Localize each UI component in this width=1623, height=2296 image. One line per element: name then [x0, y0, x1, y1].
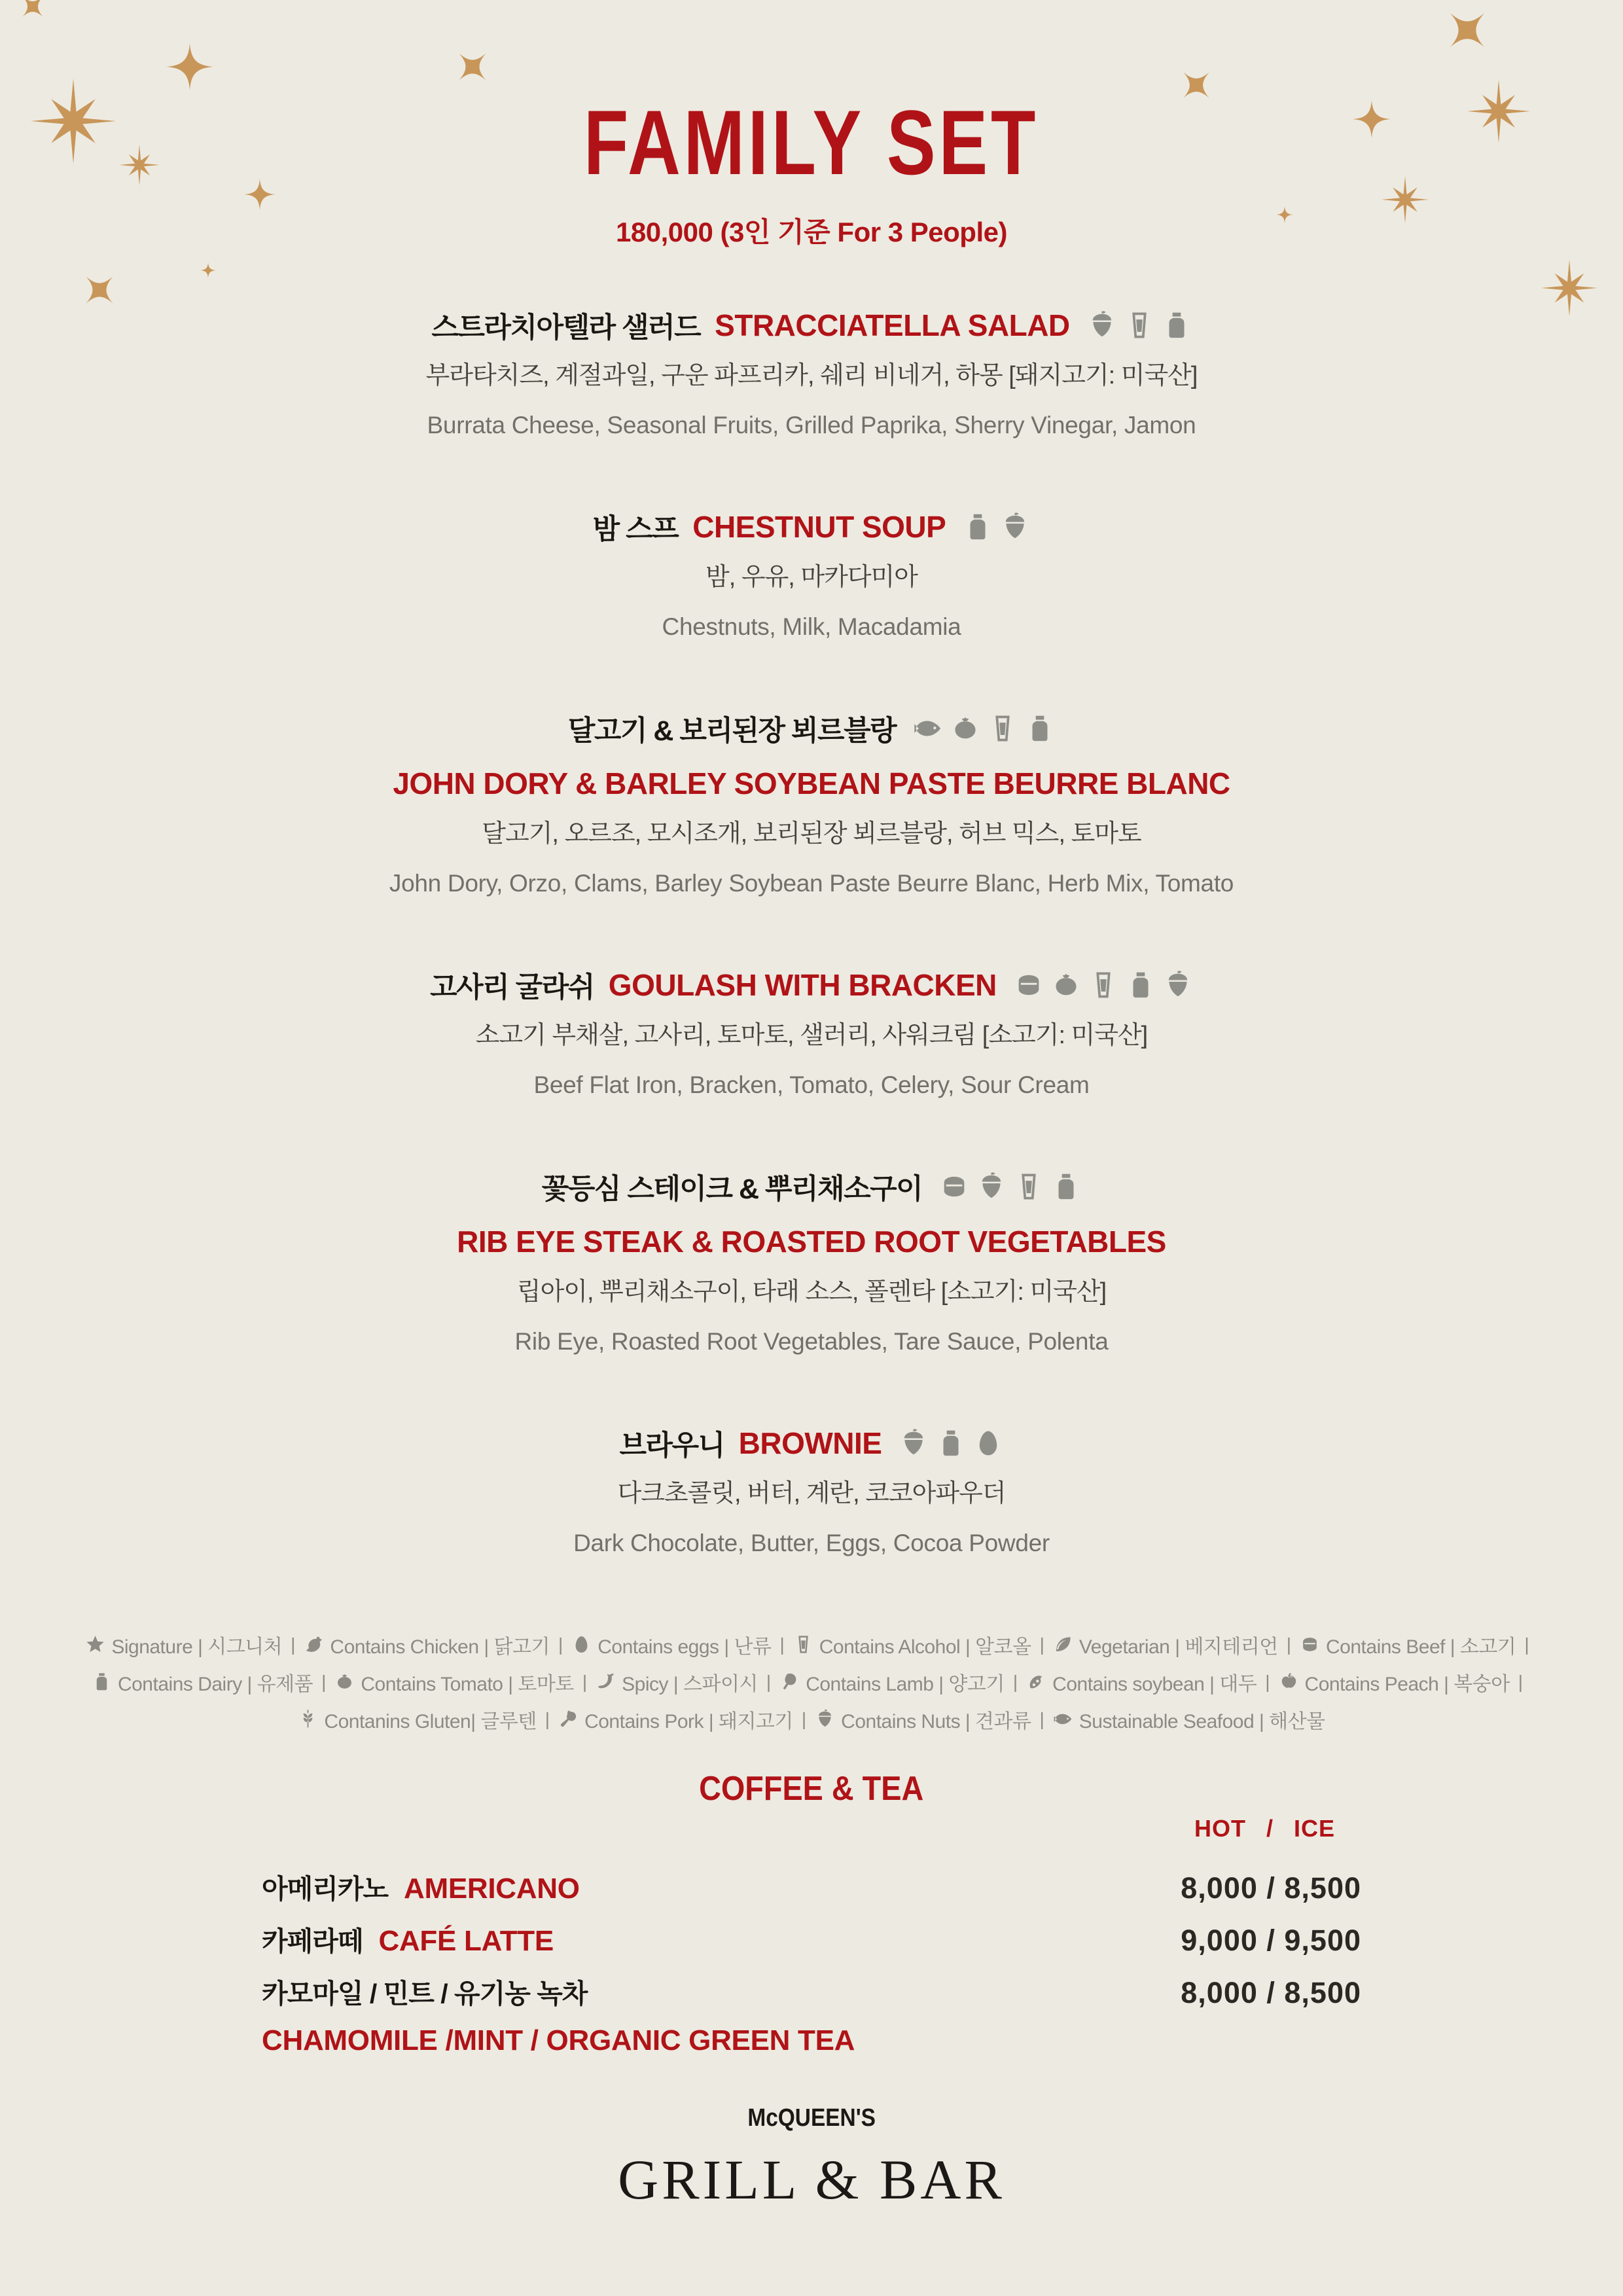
- menu-item: [0, 709, 1623, 898]
- legend-separator: |: [1518, 1671, 1524, 1692]
- item-desc-kr: 밤, 우유, 마카다미아: [705, 564, 918, 591]
- beef-icon: [939, 1172, 969, 1202]
- coffee-item-name: [262, 1867, 580, 1906]
- gluten-icon: [298, 1709, 318, 1729]
- legend-entry: [815, 1705, 1031, 1734]
- vegetarian-icon: [1053, 1634, 1073, 1655]
- item-title-line: [0, 709, 1623, 747]
- page-title-text: FAMILY SET: [584, 91, 1039, 194]
- coffee-row: [262, 2024, 1361, 2056]
- coffee-tea-title: [0, 1772, 1623, 1806]
- item-desc-en: Burrata Cheese, Seasonal Fruits, Grilled Paprika, Sherry Vinegar, Jamon: [427, 412, 1196, 439]
- menu-item: [0, 1424, 1623, 1558]
- menu-item-list: [0, 306, 1623, 1558]
- alcohol-icon: [1014, 1172, 1044, 1202]
- nuts-icon: [815, 1709, 835, 1729]
- item-title-line: [0, 1424, 1623, 1462]
- coffee-price: 8,000 / 8,500: [1181, 1871, 1361, 1905]
- eggs-icon: [571, 1634, 592, 1655]
- nuts-icon: [1163, 970, 1193, 1000]
- item-allergen-icons: [939, 1172, 1081, 1202]
- coffee-item-kr: 카모마일 / 민트 / 유기농 녹차: [262, 1979, 588, 2009]
- coffee-tea-section: [0, 1772, 1623, 2056]
- alcohol-icon: [988, 713, 1018, 744]
- legend-label: Contains Lamb | 양고기: [806, 1673, 1005, 1695]
- legend-separator: |: [801, 1708, 807, 1729]
- item-name-en: CHESTNUT SOUP: [692, 510, 946, 544]
- legend-separator: |: [766, 1671, 772, 1692]
- seafood-icon: [1053, 1709, 1073, 1729]
- legend-entry: [1300, 1630, 1516, 1659]
- legend-separator: |: [1265, 1671, 1270, 1692]
- sparkle-icon: [200, 262, 216, 278]
- item-name-en: BROWNIE: [738, 1426, 882, 1460]
- brand-logotype: GRILL & BAR: [618, 2148, 1005, 2211]
- legend-label: Vegetarian | 베지테리언: [1079, 1636, 1278, 1658]
- beef-icon: [1014, 970, 1044, 1000]
- coffee-item-name: [262, 2024, 855, 2057]
- legend-label: Contains Alcohol | 알코올: [819, 1636, 1031, 1658]
- dairy-icon: [963, 512, 993, 542]
- menu-item: [0, 508, 1623, 641]
- item-name-en: GOULASH WITH BRACKEN: [608, 968, 997, 1002]
- sparkle-icon: [1276, 206, 1293, 223]
- item-title-line: [0, 306, 1623, 344]
- item-allergen-icons: [963, 512, 1030, 542]
- item-name-kr: 꽃등심 스테이크 & 뿌리채소구이: [541, 1173, 923, 1205]
- item-allergen-icons: [1087, 310, 1192, 340]
- sparkle-icon: [244, 179, 276, 210]
- legend-label: Contains soybean | 대두: [1052, 1673, 1257, 1695]
- hot-ice-header: HOT / ICE: [1194, 1815, 1335, 1842]
- coffee-item-name: [262, 1920, 554, 1958]
- coffee-row: [262, 1867, 1361, 1905]
- legend-separator: |: [582, 1671, 588, 1692]
- tomato-icon: [334, 1672, 355, 1692]
- item-name-kr: 달고기 & 보리된장 뵈르블랑: [567, 715, 897, 747]
- nuts-icon: [1087, 310, 1117, 340]
- dairy-icon: [1025, 713, 1055, 744]
- coffee-item-kr: 카페라떼: [262, 1926, 363, 1956]
- sparkle-icon: [1353, 100, 1391, 138]
- legend-label: Contains Tomato | 토마토: [361, 1673, 574, 1695]
- legend-separator: |: [558, 1634, 563, 1655]
- nuts-icon: [1000, 512, 1030, 542]
- eggs-icon: [973, 1428, 1003, 1458]
- legend-entry: [92, 1668, 313, 1696]
- legend-entry: [596, 1668, 758, 1696]
- spicy-icon: [596, 1672, 616, 1692]
- coffee-price: 9,000 / 9,500: [1181, 1924, 1361, 1957]
- dairy-icon: [92, 1672, 112, 1692]
- item-desc-kr: 부라타치즈, 계절과일, 구운 파프리카, 쉐리 비네거, 하몽 [돼지고기: 미국산]: [425, 362, 1198, 389]
- legend-entry: [793, 1630, 1031, 1659]
- legend-entry: [1279, 1668, 1510, 1696]
- item-allergen-icons: [899, 1428, 1003, 1458]
- legend-separator: |: [544, 1708, 550, 1729]
- legend-entry: [1053, 1630, 1278, 1659]
- coffee-tea-title-text: COFFEE & TEA: [699, 1770, 924, 1808]
- dairy-icon: [1051, 1172, 1081, 1202]
- dairy-icon: [1126, 970, 1156, 1000]
- item-title-line: [0, 508, 1623, 546]
- brand-name: [0, 2104, 1623, 2132]
- item-name-kr: 스트라치아텔라 샐러드: [431, 312, 701, 344]
- chicken-icon: [304, 1634, 324, 1655]
- item-desc-en: Beef Flat Iron, Bracken, Tomato, Celery, Sour Cream: [533, 1071, 1090, 1098]
- coffee-item-en: AMERICANO: [404, 1873, 580, 1905]
- legend-row: [0, 1663, 1623, 1700]
- item-desc-en: John Dory, Orzo, Clams, Barley Soybean Paste Beurre Blanc, Herb Mix, Tomato: [389, 870, 1234, 897]
- legend-label: Contains Dairy | 유제품: [117, 1673, 313, 1695]
- brand-name-text: McQUEEN'S: [747, 2104, 876, 2132]
- item-desc-kr: 다크초콜릿, 버터, 계란, 코코아파우더: [617, 1480, 1006, 1507]
- signature-icon: [85, 1634, 105, 1655]
- coffee-item-name: [262, 1972, 587, 2011]
- sparkle-icon: [1541, 260, 1597, 316]
- legend-row: [0, 1626, 1623, 1663]
- item-title-line: [0, 1168, 1623, 1206]
- legend-entry: [304, 1630, 550, 1659]
- item-allergen-icons: [913, 713, 1055, 744]
- legend-entry: [779, 1668, 1005, 1696]
- sparkle-icon: [1467, 80, 1530, 143]
- legend-separator: |: [1524, 1634, 1529, 1655]
- legend-entry: [298, 1705, 536, 1734]
- alcohol-icon: [1088, 970, 1118, 1000]
- legend-label: Contains Chicken | 닭고기: [330, 1636, 550, 1658]
- item-name-en: JOHN DORY & BARLEY SOYBEAN PASTE BEURRE BLANC: [393, 766, 1230, 800]
- sparkle-icon: [1382, 176, 1429, 223]
- sparkle-icon: [31, 79, 116, 164]
- item-name-kr: 브라우니: [619, 1429, 724, 1462]
- pork-icon: [558, 1709, 579, 1729]
- item-title-line-2: [0, 764, 1623, 802]
- legend-label: Contains Beef | 소고기: [1326, 1636, 1516, 1658]
- legend-entry: [334, 1668, 573, 1696]
- item-name-en: RIB EYE STEAK & ROASTED ROOT VEGETABLES: [457, 1225, 1166, 1259]
- coffee-item-en: CHAMOMILE /MINT / ORGANIC GREEN TEA: [262, 2024, 855, 2056]
- dairy-icon: [936, 1428, 966, 1458]
- legend-entry: [558, 1705, 793, 1734]
- legend-label: Contains eggs | 난류: [597, 1636, 772, 1658]
- legend-label: Contains Peach | 복숭아: [1304, 1673, 1510, 1695]
- legend-separator: |: [1039, 1634, 1044, 1655]
- item-name-kr: 밤 스프: [592, 513, 679, 545]
- nuts-icon: [976, 1172, 1007, 1202]
- item-desc-kr: 달고기, 오르조, 모시조개, 보리된장 뵈르블랑, 허브 믹스, 토마토: [482, 820, 1141, 848]
- coffee-item-en: CAFÉ LATTE: [378, 1925, 554, 1957]
- legend-separator: |: [1012, 1671, 1018, 1692]
- coffee-row: [262, 1972, 1361, 2009]
- legend-separator: |: [291, 1634, 296, 1655]
- seafood-icon: [913, 713, 943, 744]
- legend-entry: [1053, 1705, 1325, 1734]
- beef-icon: [1300, 1634, 1320, 1655]
- legend-entry: [1026, 1668, 1257, 1696]
- coffee-table: [262, 1815, 1361, 2056]
- item-desc-kr: 소고기 부채살, 고사리, 토마토, 샐러리, 사워크림 [소고기: 미국산]: [475, 1022, 1148, 1049]
- legend-separator: |: [1039, 1708, 1044, 1729]
- legend-separator: |: [321, 1671, 327, 1692]
- coffee-row: [262, 1920, 1361, 1957]
- menu-item: [0, 1168, 1623, 1356]
- legend-label: Contains Pork | 돼지고기: [584, 1710, 793, 1732]
- nuts-icon: [899, 1428, 929, 1458]
- menu-item: [0, 966, 1623, 1100]
- item-desc-en: Dark Chocolate, Butter, Eggs, Cocoa Powder: [573, 1530, 1050, 1556]
- legend-label: Contanins Gluten| 글루텐: [324, 1710, 537, 1732]
- legend-separator: |: [1286, 1634, 1292, 1655]
- legend-entry: [85, 1630, 282, 1659]
- lamb-icon: [779, 1672, 800, 1692]
- set-price: 180,000 (3인 기준 For 3 People): [616, 217, 1007, 247]
- dairy-icon: [1162, 310, 1192, 340]
- peach-icon: [1279, 1672, 1299, 1692]
- sparkle-icon: [119, 145, 160, 185]
- item-title-line-2: [0, 1223, 1623, 1261]
- item-desc-en: Rib Eye, Roasted Root Vegetables, Tare Sauce, Polenta: [514, 1328, 1109, 1355]
- legend-label: Spicy | 스파이시: [622, 1673, 758, 1695]
- menu-item: [0, 306, 1623, 440]
- item-name-en: STRACCIATELLA SALAD: [715, 308, 1070, 342]
- allergen-legend: [0, 1626, 1623, 1738]
- legend-row: [0, 1700, 1623, 1738]
- item-desc-kr: 립아이, 뿌리채소구이, 타래 소스, 폴렌타 [소고기: 미국산]: [516, 1278, 1107, 1306]
- tomato-icon: [1051, 970, 1081, 1000]
- coffee-item-kr: 아메리카노: [262, 1874, 389, 1904]
- alcohol-icon: [793, 1634, 813, 1655]
- brand-footer: [0, 2104, 1623, 2212]
- coffee-price: 8,000 / 8,500: [1181, 1976, 1361, 2009]
- item-name-kr: 고사리 굴라쉬: [430, 971, 594, 1003]
- tomato-icon: [950, 713, 980, 744]
- item-allergen-icons: [1014, 970, 1193, 1000]
- coffee-row-list: [262, 1867, 1361, 2056]
- soybean-icon: [1026, 1672, 1046, 1692]
- item-desc-en: Chestnuts, Milk, Macadamia: [662, 613, 961, 640]
- legend-separator: |: [779, 1634, 785, 1655]
- legend-label: Signature | 시그니처: [111, 1636, 283, 1658]
- legend-label: Contains Nuts | 견과류: [841, 1710, 1031, 1732]
- sparkle-icon: [166, 43, 213, 90]
- legend-entry: [571, 1630, 771, 1659]
- item-title-line: [0, 966, 1623, 1004]
- alcohol-icon: [1124, 310, 1154, 340]
- legend-label: Sustainable Seafood | 해산물: [1079, 1710, 1325, 1732]
